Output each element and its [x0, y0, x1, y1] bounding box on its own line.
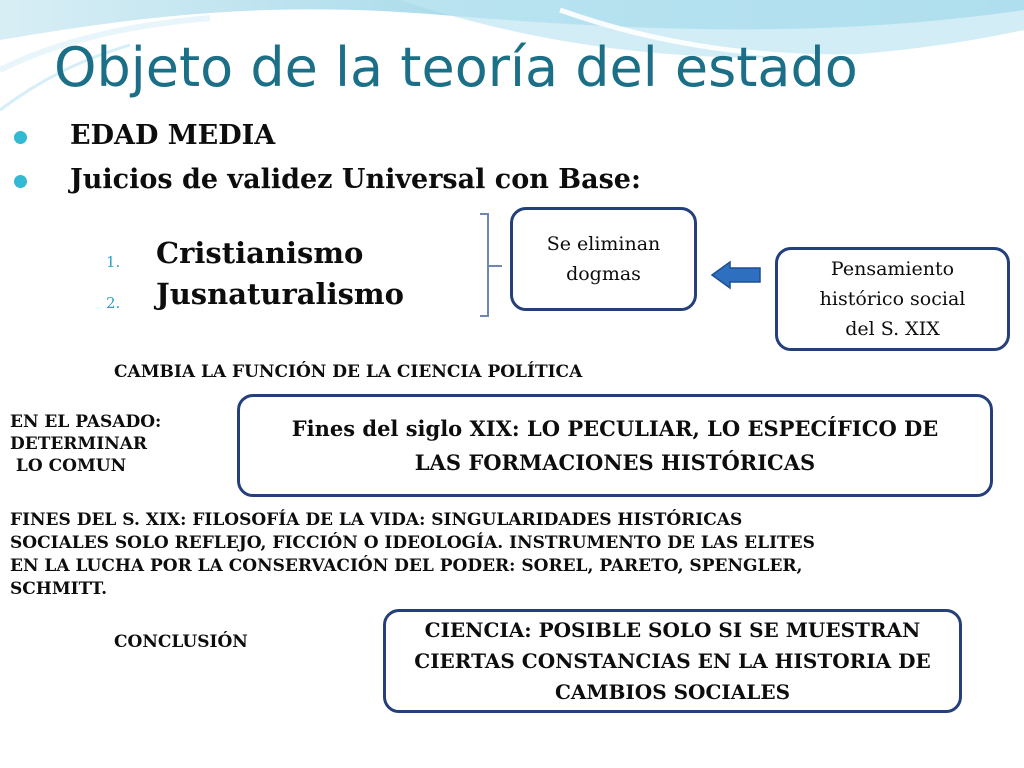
box-line: del S. XIX	[845, 318, 940, 340]
list-number: 1.	[106, 253, 121, 271]
box-pensamiento-historico	[775, 247, 1010, 351]
bracket-connector	[474, 208, 514, 324]
text-line: SOCIALES SOLO REFLEJO, FICCIÓN O IDEOLOGÍA. INSTRUMENTO DE LAS ELITES	[10, 533, 815, 553]
fines-paragraph	[10, 509, 1020, 601]
slide-title: Objeto de la teoría del estado	[54, 36, 858, 99]
text-line: FINES DEL S. XIX: FILOSOFÍA DE LA VIDA: SINGULARIDADES HISTÓRICAS	[10, 510, 743, 530]
list-number: 2.	[106, 294, 121, 312]
box-line: CIENCIA: POSIBLE SOLO SI SE MUESTRAN	[424, 617, 921, 642]
arrow-left-icon	[710, 260, 762, 290]
list-item-cristianismo: Cristianismo	[156, 236, 364, 270]
bullet-edad-media: EDAD MEDIA	[70, 120, 276, 151]
box-line: LAS FORMACIONES HISTÓRICAS	[414, 449, 816, 475]
box-line: Fines del siglo XIX: LO PECULIAR, LO ESPECÍFICO DE	[291, 415, 939, 441]
bullet-dot	[14, 175, 27, 188]
box-line: Pensamiento	[830, 258, 955, 280]
text-line: DETERMINAR	[10, 434, 148, 454]
text-line: LO COMUN	[10, 456, 127, 476]
box-se-eliminan-dogmas	[510, 207, 697, 311]
box-line: Se eliminan	[546, 233, 661, 255]
box-line: dogmas	[566, 263, 641, 285]
en-el-pasado-text	[10, 411, 161, 477]
box-line: CIERTAS CONSTANCIAS EN LA HISTORIA DE	[414, 648, 931, 673]
text-line: EN LA LUCHA POR LA CONSERVACIÓN DEL PODER: SOREL, PARETO, SPENGLER,	[10, 556, 803, 576]
list-item-jusnaturalismo: Jusnaturalismo	[156, 277, 404, 311]
box-line: CAMBIOS SOCIALES	[554, 679, 791, 704]
text-line: EN EL PASADO:	[10, 412, 162, 432]
bullet-dot	[14, 131, 27, 144]
bullet-juicios: Juicios de validez Universal con Base:	[70, 164, 641, 195]
cambia-heading: CAMBIA LA FUNCIÓN DE LA CIENCIA POLÍTICA	[114, 362, 583, 382]
text-line: SCHMITT.	[10, 579, 108, 599]
box-fines-siglo-xix	[237, 394, 993, 497]
conclusion-label: CONCLUSIÓN	[114, 632, 248, 652]
box-ciencia	[383, 609, 962, 713]
box-line: histórico social	[819, 288, 966, 310]
